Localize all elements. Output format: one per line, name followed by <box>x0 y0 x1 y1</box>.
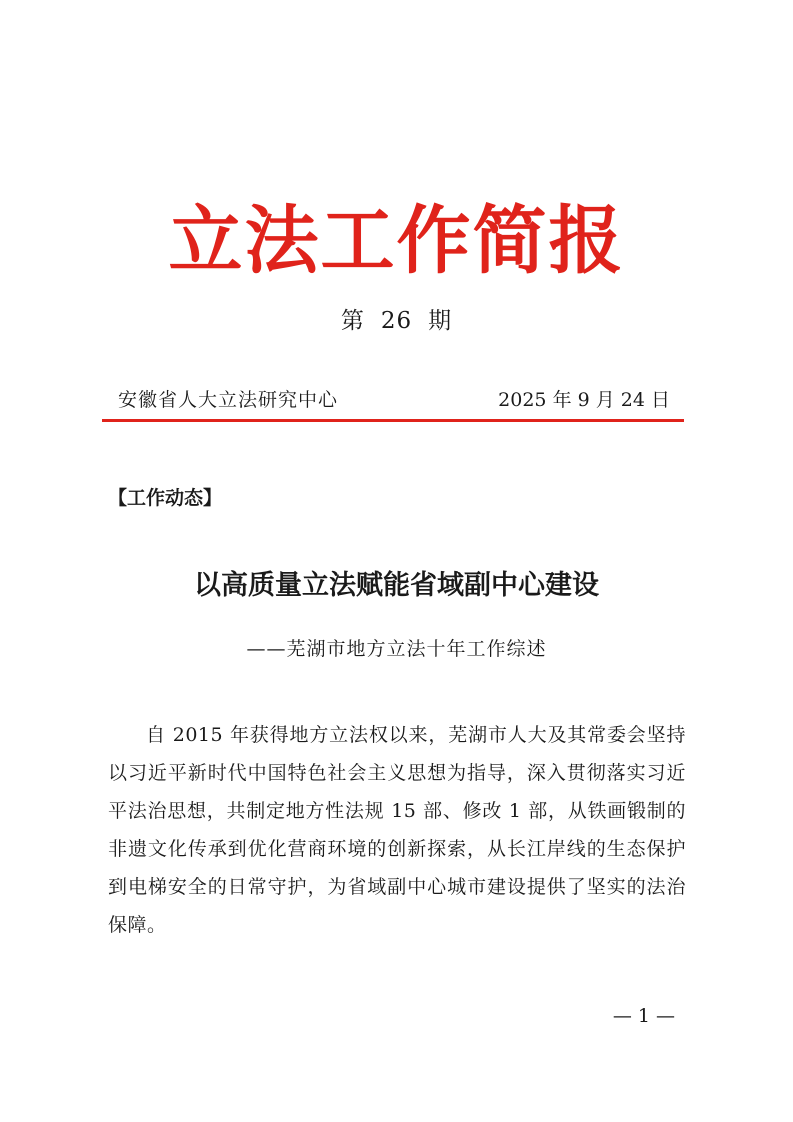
masthead-title: 立法工作简报 <box>168 198 625 284</box>
meta-row <box>110 384 678 416</box>
article-subtitle: ——芜湖市地方立法十年工作综述 <box>246 638 547 660</box>
section-tag: 【工作动态】 <box>108 487 223 509</box>
article-title: 以高质量立法赋能省域副中心建设 <box>194 570 599 601</box>
red-divider <box>102 419 684 422</box>
publish-date: 2025 年 9 月 24 日 <box>498 389 670 411</box>
issue-number <box>0 304 793 338</box>
article-body: 自 2015 年获得地方立法权以来，芜湖市人大及其常委会坚持以习近平新时代中国特色社会主义思想为指导，深入贯彻落实习近平法治思想，共制定地方性法规 15 部、修改 1 部，从铁画锻制的非遗文化传承到优化营商环境的创新探索，从长江岸线的生态保护到电梯安全的日常守护，为省域副中心城市建设提供了坚实的法治保障。 <box>108 724 686 936</box>
publisher: 安徽省人大立法研究中心 <box>118 389 339 411</box>
issue-prefix: 第 <box>340 308 365 334</box>
page-number: — 1 — <box>612 1005 675 1027</box>
issue-suffix: 期 <box>428 308 453 334</box>
issue-value: 26 <box>380 308 413 334</box>
